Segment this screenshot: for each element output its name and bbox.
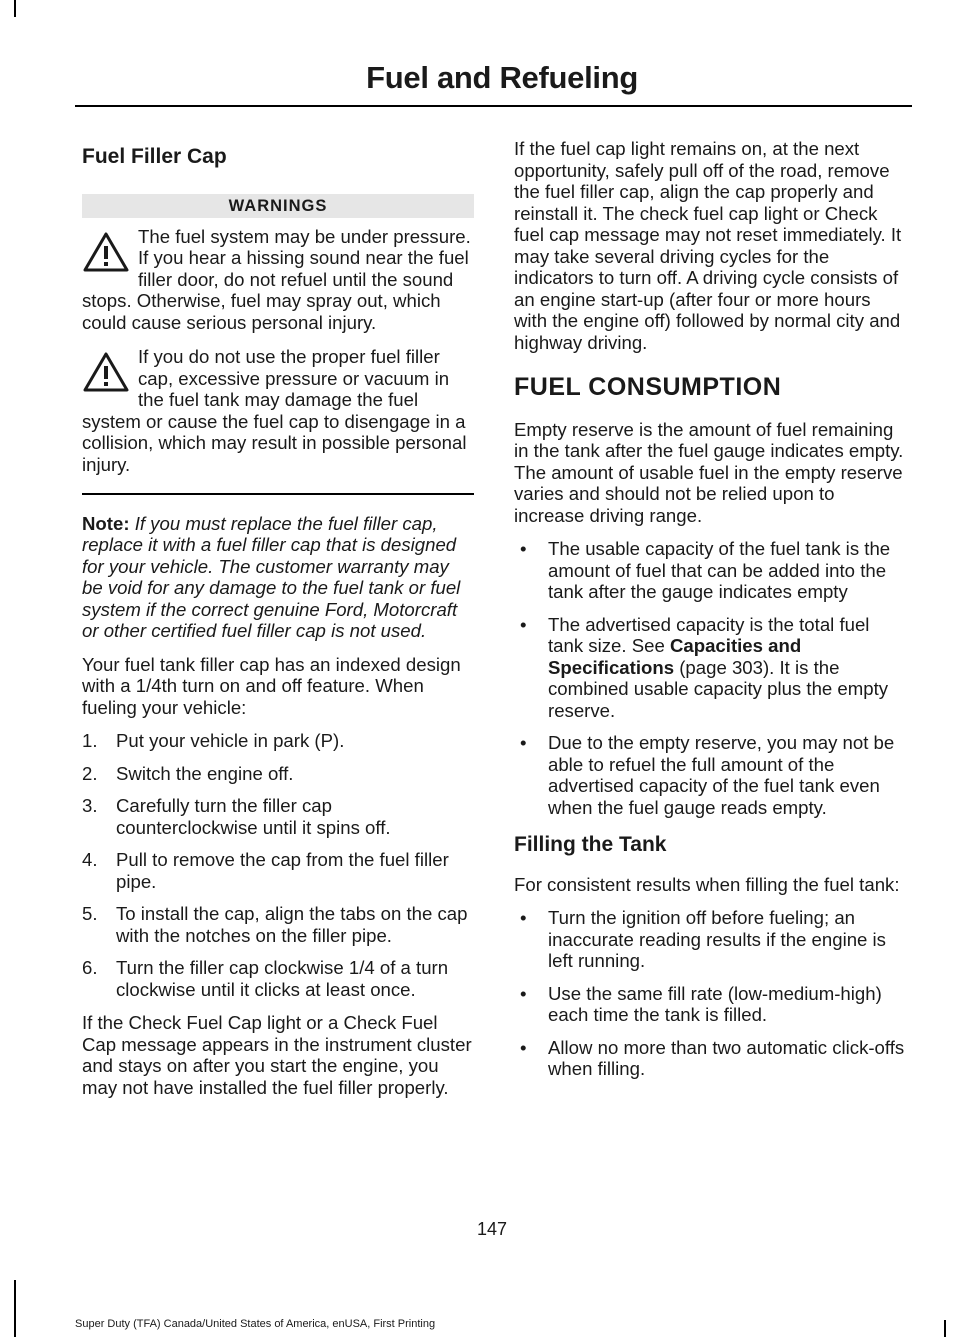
- step-number: 3.: [82, 795, 98, 816]
- step-text: Switch the engine off.: [116, 762, 294, 784]
- warning-item: [82, 346, 474, 475]
- bullet-text: The advertised capacity is the total fuel tank size. See: [548, 613, 870, 656]
- note-text: If you must replace the fuel filler cap, replace it with a fuel filler cap that is designed for your vehicle. The customer warranty may be void for any damage to the fuel tank or fuel system if the correct genuine Ford, Motorcraft or other certified fuel filler cap is not used.: [82, 512, 461, 641]
- list-item: [82, 795, 474, 838]
- crop-mark-bottom-right: [944, 1320, 946, 1337]
- bullet-mark: •: [520, 538, 527, 559]
- list-item: [82, 849, 474, 892]
- page-footer: Super Duty (TFA) Canada/United States of America, enUSA, First Printing: [75, 1318, 436, 1330]
- bullet-text: The usable capacity of the fuel tank is the amount of fuel that can be added into the tank after the gauge indicates empty: [548, 538, 891, 602]
- cap-steps-list: [82, 730, 474, 1000]
- note-paragraph: [82, 513, 474, 642]
- list-item: [514, 1037, 908, 1080]
- warning-item: [82, 226, 474, 334]
- step-number: 4.: [82, 849, 98, 870]
- step-text: Turn the filler cap clockwise 1/4 of a turn clockwise until it clicks at least once.: [116, 957, 449, 1000]
- list-item: [514, 538, 908, 603]
- filling-intro-paragraph: For consistent results when filling the fuel tank:: [514, 873, 900, 895]
- warning-triangle-icon: [82, 350, 130, 394]
- step-number: 6.: [82, 957, 98, 978]
- crop-mark-top-left: [14, 0, 16, 17]
- bullet-mark: •: [520, 732, 527, 753]
- section-title-fuel-consumption: FUEL CONSUMPTION: [514, 373, 782, 401]
- empty-reserve-paragraph: Empty reserve is the amount of fuel remaining in the tank after the fuel gauge indicates empty. The amount of usable fuel in the empty reserve varies and should not be relied upon to increase driving range.: [514, 418, 904, 526]
- bullet-mark: •: [520, 907, 527, 928]
- bullet-mark: •: [520, 982, 527, 1004]
- right-column: [514, 138, 908, 1092]
- cap-intro-paragraph: Your fuel tank filler cap has an indexed design with a 1/4th turn on and off feature. When fueling your vehicle:: [82, 653, 461, 718]
- warnings-end-rule: [82, 493, 474, 495]
- step-text: Put your vehicle in park (P).: [116, 730, 345, 751]
- step-text: Pull to remove the cap from the fuel filler pipe.: [116, 849, 449, 892]
- fuel-cap-light-paragraph: If the fuel cap light remains on, at the next opportunity, safely pull off of the road, remove the fuel filler cap, align the cap properly and reinstall it. The check fuel cap light or Check fuel cap message may not reset immediately. It may take several driving cycles for the indicators to turn off. A driving cycle consists of an engine start-up (after four or more hours with the engine off) followed by normal city and highway driving.: [514, 138, 902, 353]
- step-text: Carefully turn the filler cap counterclockwise until it spins off.: [116, 795, 391, 838]
- list-item: [514, 983, 908, 1026]
- step-number: 1.: [82, 730, 98, 751]
- list-item: [82, 903, 474, 946]
- list-item: [82, 957, 474, 1000]
- bullet-mark: •: [520, 1036, 527, 1058]
- step-number: 2.: [82, 762, 98, 784]
- warning-text: If you do not use the proper fuel filler cap, excessive pressure or vacuum in the fuel tank may damage the fuel system or cause the fuel cap to disengage in a collision, which may result in possible personal injury.: [82, 346, 467, 475]
- capacity-bullet-list: [514, 538, 908, 818]
- left-column: [82, 138, 474, 1110]
- warning-text: The fuel system may be under pressure. If you hear a hissing sound near the fuel filler door, do not refuel until the sound stops. Otherwise, fuel may spray out, which could cause serious personal injury.: [82, 225, 471, 333]
- header-rule: [75, 105, 912, 107]
- bullet-text: (page 303). It is the combined usable capacity plus the empty reserve.: [548, 656, 889, 721]
- bullet-text: Turn the ignition off before fueling; an inaccurate reading results if the engine is left running.: [548, 907, 886, 971]
- section-title-fuel-filler-cap: Fuel Filler Cap: [82, 145, 227, 168]
- check-fuel-cap-paragraph: If the Check Fuel Cap light or a Check Fuel Cap message appears in the instrument cluster and stays on after you start the engine, you may not have installed the fuel filler properly.: [82, 1012, 472, 1098]
- bullet-text: Use the same fill rate (low-medium-high) each time the tank is filled.: [548, 982, 882, 1025]
- bullet-text: Allow no more than two automatic click-offs when filling.: [548, 1036, 905, 1079]
- note-label: Note:: [82, 512, 130, 534]
- filling-bullet-list: [514, 907, 908, 1080]
- page-number: 147: [476, 1219, 508, 1239]
- bullet-mark: •: [520, 613, 527, 635]
- capacities-and-specifications-link[interactable]: Capacities and Specifications: [548, 635, 802, 678]
- list-item: [514, 614, 908, 722]
- list-item: [514, 907, 908, 972]
- warning-triangle-icon: [82, 230, 130, 274]
- subsection-title-filling-the-tank: Filling the Tank: [514, 833, 667, 856]
- step-number: 5.: [82, 903, 98, 924]
- list-item: [82, 763, 474, 785]
- step-text: To install the cap, align the tabs on the cap with the notches on the filler pipe.: [116, 903, 468, 946]
- crop-mark-bottom-left: [14, 1280, 16, 1337]
- list-item: [82, 730, 474, 752]
- warnings-header: WARNINGS: [82, 194, 474, 218]
- bullet-text: Due to the empty reserve, you may not be able to refuel the full amount of the advertised capacity of the fuel tank even when the fuel gauge reads empty.: [548, 732, 895, 818]
- list-item: [514, 732, 908, 818]
- page-header-title: Fuel and Refueling: [366, 60, 638, 95]
